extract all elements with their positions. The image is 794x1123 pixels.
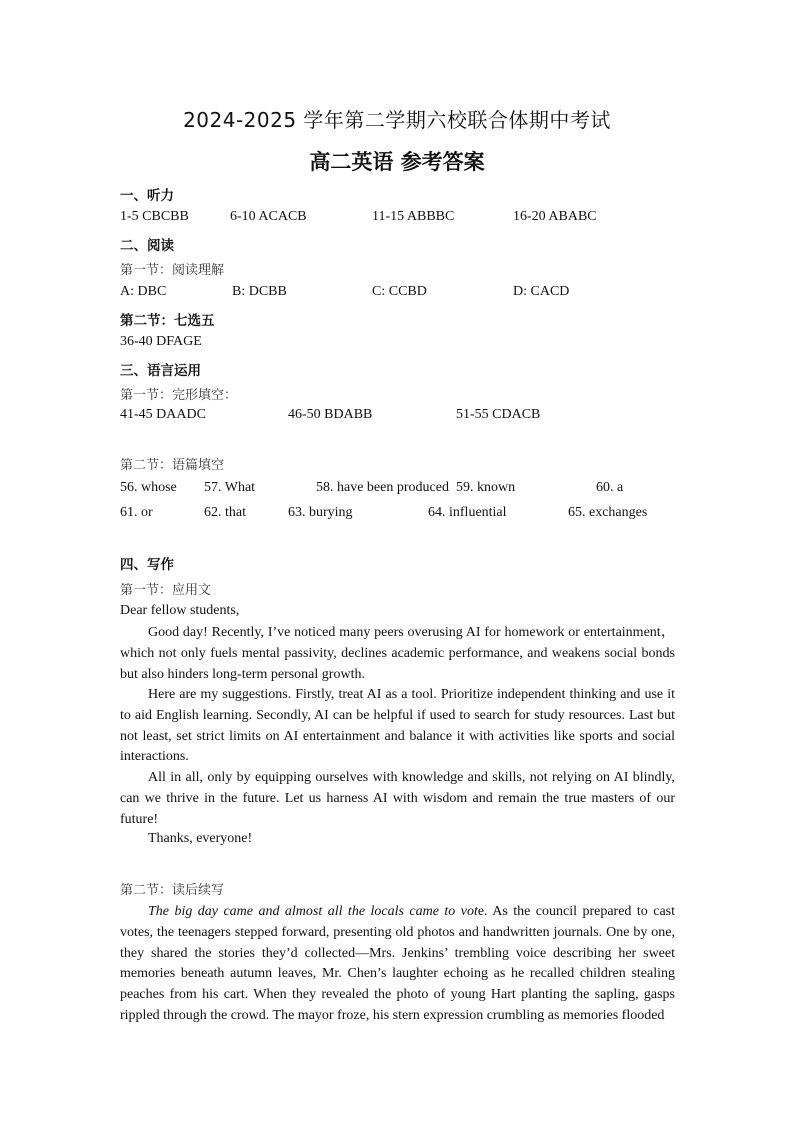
answer-item: 63. burying <box>288 505 353 520</box>
answer-item: 65. exchanges <box>568 505 648 520</box>
letter-paragraph: Good day! Recently, I’ve noticed many peers overusing AI for homework or entertainment，which not only fuels mental passivity, declines academic performance, and weakens social bonds but also hinders long-term personal growth. <box>120 625 675 682</box>
section-heading-writing: 四、写作 <box>120 557 174 573</box>
letter-paragraph: Here are my suggestions. Firstly, treat AI as a tool. Prioritize independent thinking and use it to aid English learning. Secondly, AI can be helpful if used to search for study resources. Last but not least, set strict limits on AI entertainment and balance it with activities like sports and social interactions. <box>120 687 675 765</box>
answer-group: 1-5 CBCBB <box>120 209 189 224</box>
language-part2-label: 第二节：语篇填空 <box>120 458 225 473</box>
language-part1-label: 第一节：完形填空： <box>120 388 238 403</box>
letter-closing: Thanks, everyone! <box>148 831 253 846</box>
letter-greeting: Dear fellow students, <box>120 603 240 618</box>
answer-group: D: CACD <box>513 284 570 299</box>
answer-item: 61. or <box>120 505 153 520</box>
answer-group: C: CCBD <box>372 284 427 299</box>
section-heading-language-use: 三、语言运用 <box>120 363 201 379</box>
writing-part2-label: 第二节：读后续写 <box>120 883 225 898</box>
continuation-prompt: The big day came and almost all the locals came to vot <box>148 904 478 919</box>
continuation-body: e. As the council prepared to cast votes, the teenagers stepped forward, presenting old photos and handwritten journals. One by one, they shared the stories they’d collected—Mrs. Jenkins’ trembling voice describing her sweet memories beneath autumn leaves, Mr. Chen’s laughter echoing as he recalled children stealing peaches from his cart. When they revealed the photo of young Hart planting the sapling, gasps rippled through the crowd. The mayor froze, his stern expression crumbling as memories flooded <box>120 904 675 1023</box>
answer-group: 11-15 ABBBC <box>372 209 455 224</box>
answer-group: 16-20 ABABC <box>513 209 597 224</box>
answer-group: A: DBC <box>120 284 167 299</box>
letter-paragraph: All in all, only by equipping ourselves with knowledge and skills, not relying on AI blindly, can we thrive in the future. Let us harness AI with wisdom and remain the true masters of our future! <box>120 770 675 827</box>
answer-group: 6-10 ACACB <box>230 209 307 224</box>
exam-title: 2024-2025 学年第二学期六校联合体期中考试 <box>183 108 611 132</box>
answer-key-title: 高二英语 参考答案 <box>309 150 485 174</box>
writing-part1-label: 第一节：应用文 <box>120 583 212 598</box>
answer-item: 56. whose <box>120 480 177 495</box>
answer-group: 46-50 BDABB <box>288 407 373 422</box>
answer-item: 60. a <box>596 480 624 495</box>
continuation-paragraph <box>120 902 675 1027</box>
reading-part1-label: 第一节：阅读理解 <box>120 263 225 278</box>
answer-item: 59. known <box>456 480 516 495</box>
answer-item: 58. have been produced <box>316 480 449 495</box>
answer-item: 57. What <box>204 480 256 495</box>
reading-part2-label: 第二节：七选五 <box>120 313 215 329</box>
reading-part2-answers: 36-40 DFAGE <box>120 334 202 349</box>
answer-group: 41-45 DAADC <box>120 407 206 422</box>
answer-item: 62. that <box>204 505 246 520</box>
answer-group: B: DCBB <box>232 284 287 299</box>
answer-item: 64. influential <box>428 505 507 520</box>
answer-group: 51-55 CDACB <box>456 407 541 422</box>
section-heading-listening: 一、听力 <box>120 188 174 204</box>
section-heading-reading: 二、阅读 <box>120 238 174 254</box>
